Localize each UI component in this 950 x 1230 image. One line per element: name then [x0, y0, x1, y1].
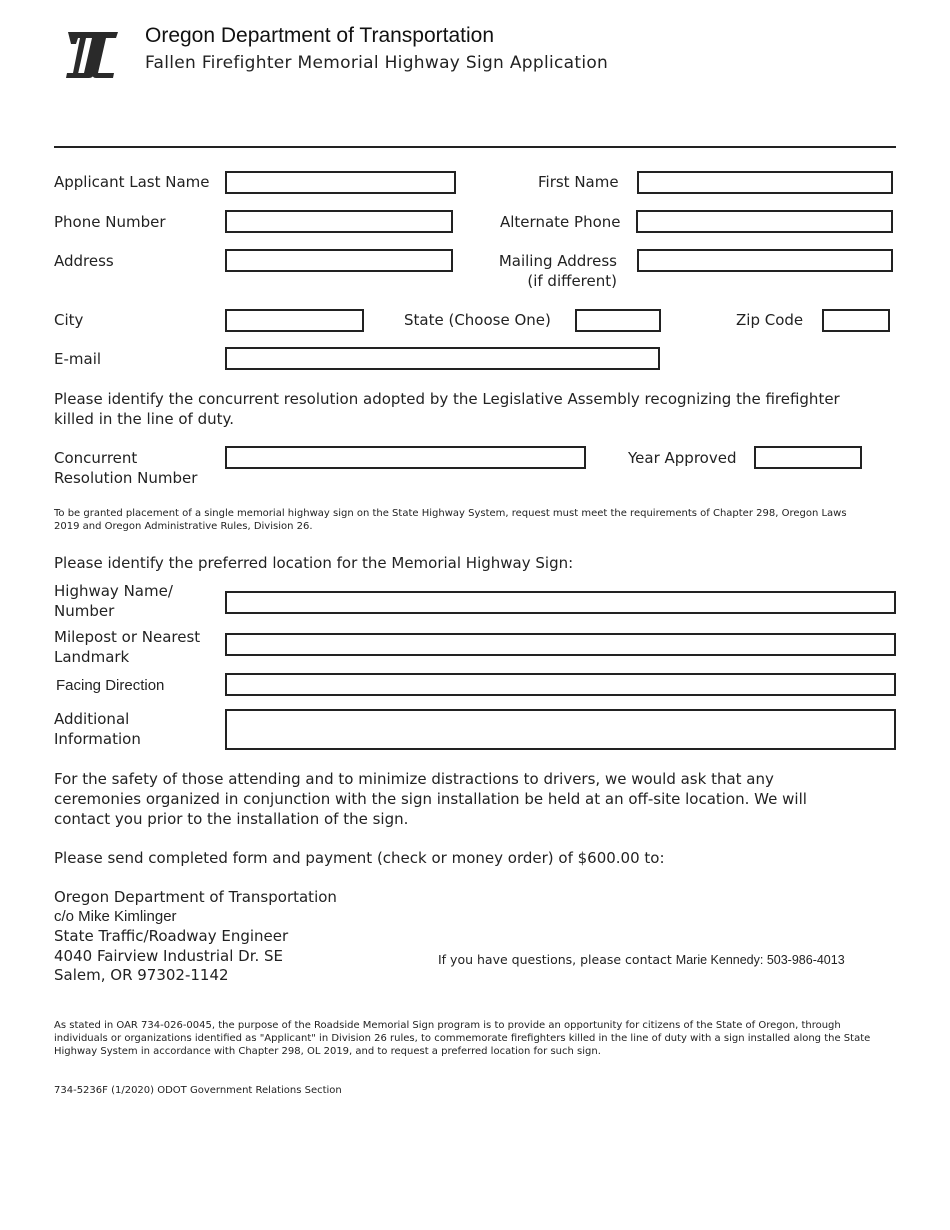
payment-note: Please send completed form and payment (check or money order) of $600.00 to:	[54, 849, 665, 867]
location-intro: Please identify the preferred location for the Memorial Highway Sign:	[54, 554, 574, 572]
additional-info-label: Additional	[54, 710, 130, 728]
additional-info-input[interactable]	[225, 709, 896, 750]
facing-direction-label: Facing Direction	[56, 677, 165, 694]
first-name-label: First Name	[538, 173, 619, 191]
zip-label: Zip Code	[736, 311, 804, 329]
contact-note	[438, 952, 845, 967]
resolution-number-input[interactable]	[225, 446, 586, 469]
phone-input[interactable]	[225, 210, 453, 233]
milepost-label: Milepost or Nearest	[54, 628, 201, 646]
mailing-address-sublabel: (if different)	[527, 272, 617, 290]
header-divider	[54, 146, 896, 148]
address-label: Address	[54, 252, 114, 270]
highway-label: Highway Name/	[54, 582, 173, 600]
mailing-city: Salem, OR 97302-1142	[54, 966, 229, 984]
alt-phone-input[interactable]	[636, 210, 893, 233]
milepost-sublabel: Landmark	[54, 648, 130, 666]
city-input[interactable]	[225, 309, 364, 332]
mailing-title: State Traffic/Roadway Engineer	[54, 927, 289, 945]
resolution-number-label: Concurrent	[54, 449, 138, 467]
mailing-address-label: Mailing Address	[498, 252, 617, 270]
address-input[interactable]	[225, 249, 453, 272]
org-title: Oregon Department of Transportation	[145, 24, 495, 47]
last-name-label: Applicant Last Name	[54, 173, 210, 191]
additional-info-sublabel: Information	[54, 730, 141, 748]
city-label: City	[54, 311, 84, 329]
first-name-input[interactable]	[637, 171, 893, 194]
facing-direction-input[interactable]	[225, 673, 896, 696]
odot-logo-icon	[62, 30, 120, 80]
last-name-input[interactable]	[225, 171, 456, 194]
resolution-number-sublabel: Resolution Number	[54, 469, 198, 487]
zip-input[interactable]	[822, 309, 890, 332]
resolution-intro: Please identify the concurrent resolution adopted by the Legislative Assembly recognizing the firefighter killed in the line of duty.	[54, 390, 840, 428]
year-approved-label: Year Approved	[628, 449, 737, 467]
contact-prefix: If you have questions, please contact	[438, 952, 676, 967]
mailing-address-input[interactable]	[637, 249, 893, 272]
state-select[interactable]	[575, 309, 661, 332]
mailing-street: 4040 Fairview Industrial Dr. SE	[54, 947, 284, 965]
email-label: E-mail	[54, 350, 102, 368]
year-approved-input[interactable]	[754, 446, 862, 469]
highway-input[interactable]	[225, 591, 896, 614]
form-title: Fallen Firefighter Memorial Highway Sign Application	[145, 53, 609, 73]
form-id: 734-5236F (1/2020) ODOT Government Relations Section	[54, 1085, 342, 1096]
state-label: State (Choose One)	[404, 311, 551, 329]
email-input[interactable]	[225, 347, 660, 370]
requirement-note: To be granted placement of a single memorial highway sign on the State Highway System, request must meet the requirements of Chapter 298, Oregon Laws 2019 and Oregon Administrative Rules, Division 26.	[54, 508, 847, 532]
alt-phone-label: Alternate Phone	[500, 213, 621, 231]
safety-note: For the safety of those attending and to minimize distractions to drivers, we would ask that any ceremonies organized in conjunction with the sign installation be held at an off-site location. We will contact you prior to the installation of the sign.	[54, 770, 807, 828]
contact-name-phone: Marie Kennedy: 503-986-4013	[675, 953, 845, 967]
highway-sublabel: Number	[54, 602, 115, 620]
milepost-input[interactable]	[225, 633, 896, 656]
mailing-org: Oregon Department of Transportation	[54, 888, 337, 906]
purpose-note: As stated in OAR 734-026-0045, the purpose of the Roadside Memorial Sign program is to provide an opportunity for citizens of the State of Oregon, through individuals or organizations identified as "Applicant" in Division 26 rules, to commemorate firefighters killed in the line of duty with a sign installed along the State Highway System in accordance with Chapter 298, OL 2019, and to request a preferred location for such sign.	[54, 1020, 871, 1057]
phone-label: Phone Number	[54, 213, 166, 231]
mailing-attention: c/o Mike Kimlinger	[54, 908, 177, 925]
